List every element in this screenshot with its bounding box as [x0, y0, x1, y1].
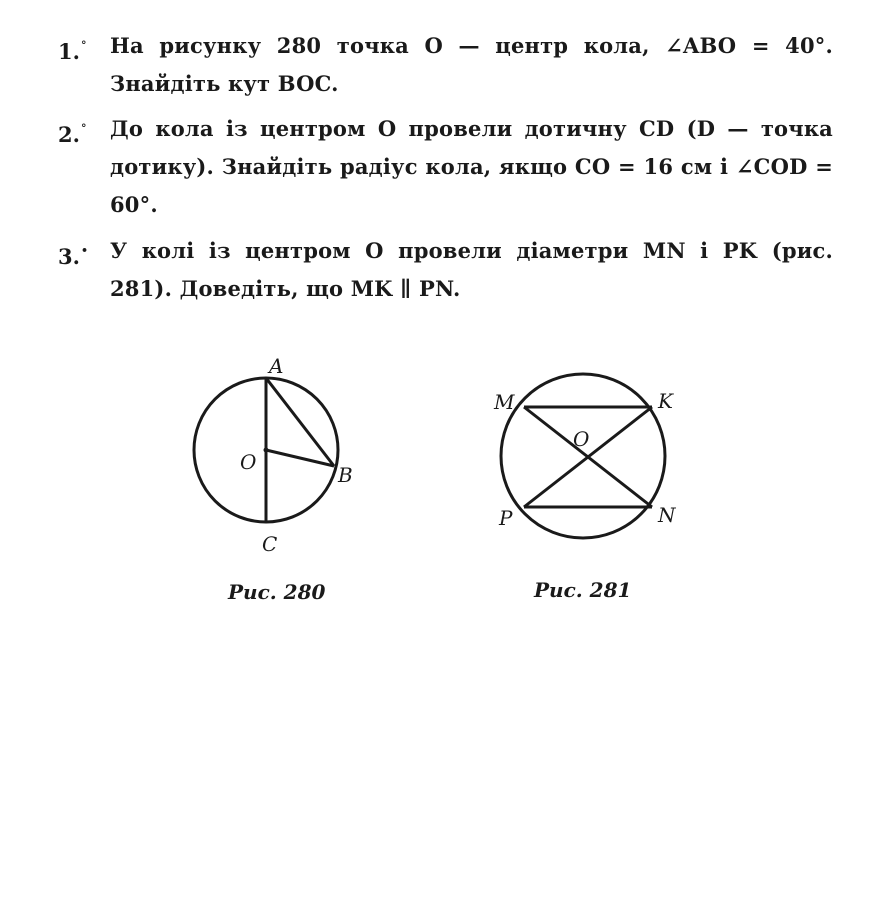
label-n: N [658, 503, 676, 527]
center-point [264, 448, 269, 453]
figure-281-caption: Рис. 281 [534, 578, 632, 602]
circle [501, 374, 665, 538]
problem-text: У колі із центром O провели діаметри MN і PK (рис. 281). Доведіть, що MK ∥ PN. [110, 238, 833, 301]
problem-number: 2.° [58, 122, 87, 147]
label-a: A [269, 354, 284, 378]
label-k: K [658, 389, 673, 413]
problem-text: На рисунку 280 точка O — центр кола, ∠ABO = 40°. Знайдіть кут BOC. [110, 33, 833, 96]
problem-number: 3.• [58, 244, 88, 269]
figure-281-diagram [480, 370, 700, 550]
problem-text: До кола із центром O провели дотичну CD (D — точка дотику). Знайдіть радіус кола, якщо CO = 16 см і ∠COD = 60°. [110, 116, 833, 217]
figure-280-diagram [170, 345, 370, 565]
label-p: P [499, 506, 513, 530]
problem-2 [58, 110, 833, 224]
problem-3 [58, 232, 833, 308]
problem-1 [58, 27, 833, 103]
problem-number: 1.° [58, 39, 87, 64]
figure-280-caption: Рис. 280 [228, 580, 326, 604]
label-o: O [573, 427, 590, 451]
label-m: M [494, 390, 515, 414]
label-c: C [262, 532, 278, 556]
label-o: O [240, 450, 257, 474]
label-b: B [338, 463, 353, 487]
